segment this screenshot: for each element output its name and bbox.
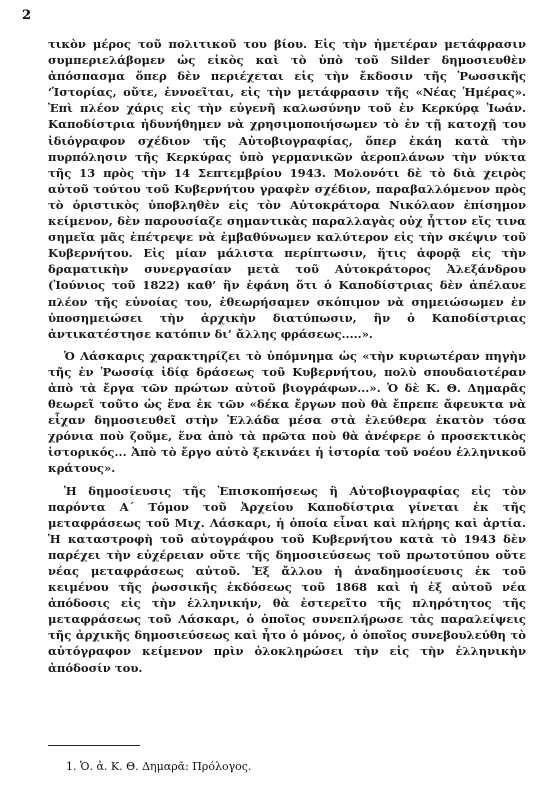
paragraph-3: Ἡ δημοσίευσις τῆς Ἐπισκοπήσεως ἢ Αὐτοβιογραφίας εἰς τὸν παρόντα Α´ Τόμον τοῦ Ἀρχείου Καποδίστρια γίνεται ἐκ τῆς μεταφράσεως τοῦ Μιχ. Λάσκαρι, ἡ ὁποία εἶναι καὶ πλήρης καὶ ἀρτία. Ἡ καταστροφὴ τοῦ αὐτογράφου τοῦ Κυβερνήτου κατὰ τὸ 1943 δὲν παρέχει τὴν εὐχέρειαν οὔτε τῆς δημοσιεύσεως τοῦ πρωτοτύπου οὔτε νέας μεταφράσεως αὐτοῦ. Ἐξ ἄλλου ἡ ἀναδημοσίευσις ἐκ τοῦ κειμένου τῆς ῥωσσικῆς ἐκδόσεως τοῦ 1868 καὶ ἡ ἐξ αὐτοῦ νέα ἀπόδοσις εἰς τὴν ἑλληνικήν, θὰ ἐστερεῖτο τῆς πληρότητος τῆς μεταφράσεως τοῦ Λάσκαρι, ὁ ὁποῖος συνεπλήρωσε τὰς παραλείψεις τῆς ἀρχικῆς δημοσιεύσεως καὶ ἦτο ὁ μόνος, ὁ ὁποῖος συνεβουλεύθη τὸ αὐτόγραφον κείμενον πρὶν ὁλοκληρώσει τὴν εἰς τὴν ἑλληνικὴν ἀπόδοσίν του.	[48, 483, 526, 675]
footnote-rule	[48, 745, 140, 746]
paragraph-1: τικὸν μέρος τοῦ πολιτικοῦ του βίου. Εἰς τὴν ἡμετέραν μετάφρασιν συμπεριελάβομεν ὡς εἰκὸς καὶ τὸ ὑπὸ τοῦ Silder δημοσιευθὲν ἀπόσπασμα ὅπερ δὲν περιέχεται εἰς τὴν ἔκδοσιν τῆς Ῥωσσικῆς ‘Ἱστορίας, οὔτε, ἐννοεῖται, εἰς τὴν μετάφρασιν τῆς «Νέας Ἡμέρας». Ἐπὶ πλέον χάρις εἰς τὴν εὐγενῆ καλωσύνην τοῦ ἐν Κερκύρᾳ Ἰωάν. Καποδίστρια ἠδυνήθημεν νὰ χρησιμοποιήσωμεν τὸ ἐν τῇ κατοχῇ του ἰδιόγραφον σχέδιον τῆς Αὐτοβιογραφίας, ὅπερ ἐκάη κατὰ τὴν πυρπόλησιν τῆς Κερκύρας ὑπὸ γερμανικῶν ἀεροπλάνων τὴν νύκτα τῆς 13 πρὸς τὴν 14 Σεπτεμβρίου 1943. Μολονότι δὲ τὸ διὰ χειρὸς αὐτοῦ τούτου τοῦ Κυβερνήτου γραφὲν σχέδιον, παραβαλλόμενον πρὸς τὸ ὁριστικὸς ὑποβληθὲν εἰς τὸν Αὐτοκράτορα Νικόλαον ἐπίσημον κείμενον, δὲν παρουσίαζε σημαντικὰς παραλλαγὰς οὐχ ἧττον εἴς τινα σημεῖα μᾶς ἐπέτρεψε νὰ ἐμβαθύνωμεν καλύτερον εἰς τὴν σκέψιν τοῦ Κυβερνήτου. Εἰς μίαν μάλιστα περίπτωσιν, ἥτις ἀφορᾷ εἰς τὴν δραματικὴν συνεργασίαν μετὰ τοῦ Αὐτοκράτορος Ἀλεξάνδρου (Ἰούνιος τοῦ 1822) καθ’ ἣν ἐφάνη ὅτι ὁ Καποδίστριας δὲν ἀπέλαυε πλέον τῆς εὐνοίας του, ἐθεωρήσαμεν σκόπιμον νὰ σημειώσωμεν ἐν ὑποσημειώσει τὴν ἀρχικὴν διατύπωσιν, ἣν ὁ Καποδίστριας ἀντικατέστησε κατόπιν δι’ ἄλλης φράσεως.....».	[48, 37, 526, 341]
footnote: 1. Ὁ. ἀ. Κ. Θ. Δημαρᾶ: Πρόλογος.	[66, 760, 252, 773]
page-number: 2	[22, 8, 32, 23]
body-text	[48, 36, 526, 676]
paragraph-2: Ὁ Λάσκαρις χαρακτηρίζει τὸ ὑπόμνημα ὡς «τὴν κυριωτέραν πηγὴν τῆς ἐν Ῥωσσίᾳ ἰδίᾳ δράσεως τοῦ Κυβερνήτου, πολὺ σπουδαιοτέραν ἀπὸ τὰ ἔργα τῶν πρώτων αὐτοῦ βιογράφων...». Ὁ δὲ Κ. Θ. Δημαρᾶς θεωρεῖ τοῦτο ὡς ἕνα ἐκ τῶν «δέκα ἔργων ποὺ θὰ ἔπρεπε ἄφευκτα νὰ εἶχαν δημοσιευθεῖ στὴν Ἑλλάδα μέσα στὰ ἐλεύθερα ἑκατὸν τόσα χρόνια ποὺ ζοῦμε, ἕνα ἀπὸ τὰ πρῶτα ποὺ θὰ ἀνέφερε ὁ προσεκτικὸς ἱστορικός... Ἀπὸ τὸ ἔργο αὐτὸ ξεκινάει ἡ ἱστορία τοῦ νοέου ἑλληνικοῦ κράτους».	[48, 348, 526, 476]
